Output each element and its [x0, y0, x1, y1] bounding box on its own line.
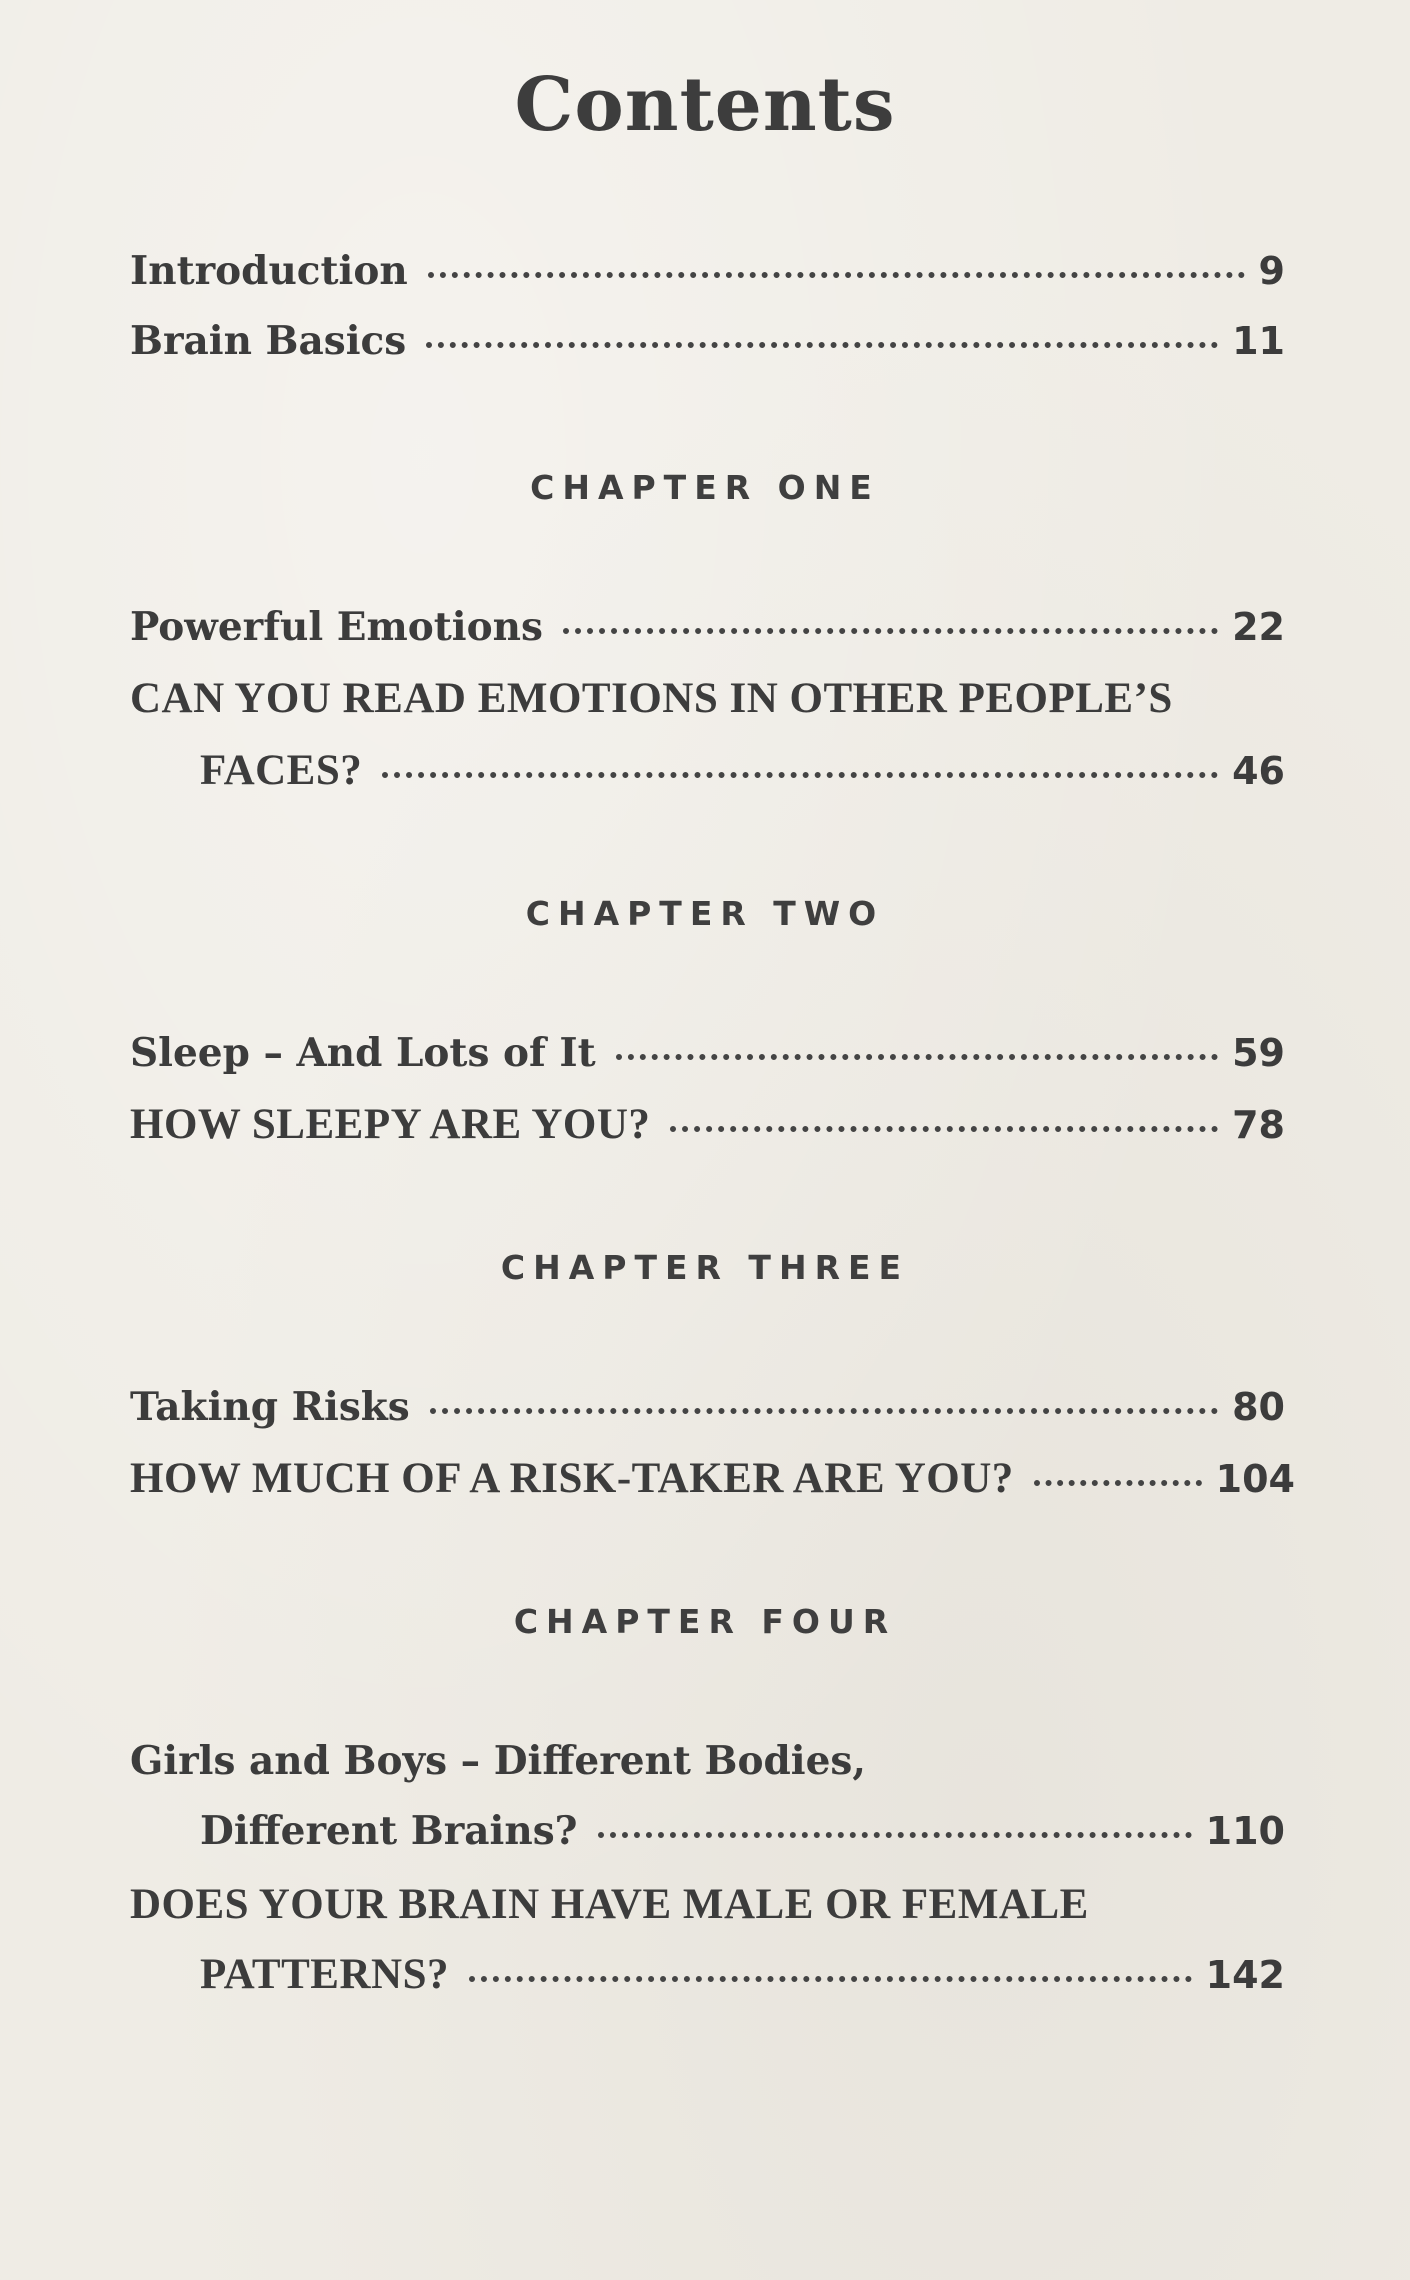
toc-entry-powerful-emotions[interactable] — [130, 604, 1285, 660]
toc-entry-label: DOES YOUR BRAIN HAVE MALE OR FEMALE — [130, 1881, 1089, 1928]
dot-leader — [469, 1976, 1192, 1982]
dot-leader — [430, 1408, 1218, 1414]
toc-page-number: 142 — [1205, 1953, 1285, 1997]
toc-page-number: 104 — [1215, 1457, 1295, 1501]
toc-page-number: 11 — [1232, 319, 1285, 363]
toc-entry-label: Sleep – And Lots of It — [130, 1030, 596, 1076]
toc-entry-label: FACES? — [200, 747, 363, 794]
dot-leader — [382, 772, 1218, 778]
toc-entry-label: Introduction — [130, 248, 408, 294]
toc-entry-male-female-line2[interactable] — [200, 1950, 1285, 2006]
chapter-heading-one: CHAPTER ONE — [530, 468, 880, 507]
toc-page-number: 59 — [1232, 1031, 1285, 1075]
toc-entry-male-female-line1[interactable] — [130, 1880, 1285, 1936]
toc-entry-label: Brain Basics — [130, 318, 407, 364]
toc-entry-brain-basics[interactable] — [130, 318, 1285, 374]
toc-page-number: 46 — [1232, 749, 1285, 793]
chapter-heading-two: CHAPTER TWO — [525, 894, 885, 933]
dot-leader — [426, 342, 1218, 348]
toc-page-number: 78 — [1232, 1103, 1285, 1147]
dot-leader — [616, 1054, 1219, 1060]
toc-entry-label: HOW MUCH OF A RISK-TAKER ARE YOU? — [130, 1455, 1014, 1502]
chapter-heading-three: CHAPTER THREE — [500, 1248, 910, 1287]
toc-entry-label: Powerful Emotions — [130, 604, 543, 650]
toc-entry-sleep[interactable] — [130, 1030, 1285, 1086]
toc-entry-label: Different Brains? — [200, 1808, 578, 1854]
toc-entry-girls-boys-line1[interactable] — [130, 1738, 1285, 1794]
toc-page-number: 80 — [1232, 1385, 1285, 1429]
toc-entry-taking-risks[interactable] — [130, 1384, 1285, 1440]
toc-page-number: 22 — [1232, 605, 1285, 649]
dot-leader — [670, 1126, 1218, 1132]
toc-entry-girls-boys-line2[interactable] — [200, 1808, 1285, 1864]
toc-entry-label: PATTERNS? — [200, 1951, 449, 1998]
toc-entry-introduction[interactable] — [130, 248, 1285, 304]
dot-leader — [563, 628, 1218, 634]
toc-entry-label: Girls and Boys – Different Bodies, — [130, 1738, 866, 1784]
toc-entry-label: Taking Risks — [130, 1384, 410, 1430]
toc-entry-risk-taker[interactable] — [130, 1454, 1295, 1510]
toc-entry-read-emotions-line1[interactable] — [130, 674, 1285, 730]
toc-entry-label: CAN YOU READ EMOTIONS IN OTHER PEOPLE’S — [130, 675, 1173, 722]
page-title: Contents — [514, 62, 896, 148]
toc-entry-read-emotions-line2[interactable] — [200, 746, 1285, 802]
toc-entry-label: HOW SLEEPY ARE YOU? — [130, 1101, 651, 1148]
toc-page-number: 9 — [1258, 249, 1285, 293]
toc-entry-how-sleepy[interactable] — [130, 1100, 1285, 1156]
dot-leader — [1034, 1480, 1202, 1486]
dot-leader — [598, 1832, 1192, 1838]
chapter-heading-four: CHAPTER FOUR — [513, 1602, 897, 1641]
toc-page-number: 110 — [1205, 1809, 1285, 1853]
dot-leader — [428, 272, 1245, 278]
